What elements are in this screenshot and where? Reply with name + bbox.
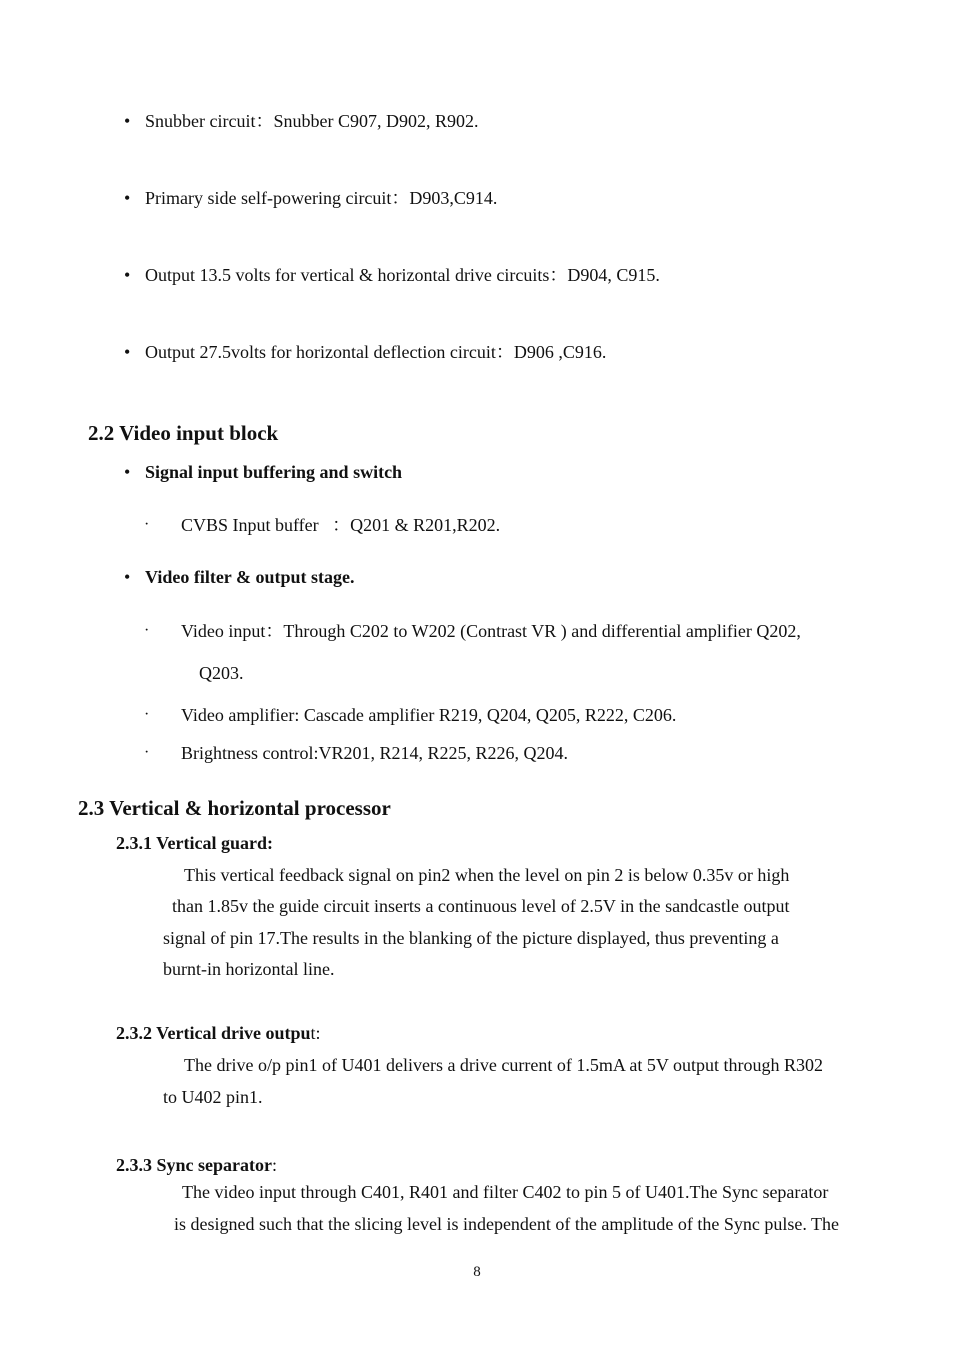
paragraph-line: signal of pin 17.The results in the blanking of the picture displayed, thus preventing a [163, 928, 779, 948]
list-item: Video input：Through C202 to W202 (Contrast VR ) and differential amplifier Q202, [181, 621, 801, 641]
bullet-icon: • [124, 265, 131, 285]
sub-bullet-icon: · [144, 516, 150, 533]
subsection-title-2-3-3 [116, 1154, 277, 1176]
list-item: CVBS Input buffer ：Q201 & R201,R202. [181, 515, 501, 535]
list-item: Video amplifier: Cascade amplifier R219, Q204, Q205, R222, C206. [181, 705, 677, 725]
paragraph-line: The drive o/p pin1 of U401 delivers a drive current of 1.5mA at 5V output through R302 [184, 1055, 824, 1075]
sub-bullet-icon: · [144, 622, 150, 639]
bullet-icon: • [124, 342, 131, 362]
paragraph-line: The video input through C401, R401 and filter C402 to pin 5 of U401.The Sync separator [182, 1182, 829, 1202]
paragraph-line: than 1.85v the guide circuit inserts a continuous level of 2.5V in the sandcastle output [172, 896, 790, 916]
subsection-title-2-3-1: 2.3.1 Vertical guard: [116, 833, 273, 853]
list-item-continuation: Q203. [199, 663, 244, 683]
subsection-title-suffix: : [272, 1155, 278, 1175]
bullet-icon: • [124, 188, 131, 208]
paragraph-line: This vertical feedback signal on pin2 when the level on pin 2 is below 0.35v or high [184, 865, 790, 885]
bullet-icon: • [124, 111, 131, 131]
sub-bullet-icon: · [144, 706, 150, 723]
paragraph-line: burnt-in horizontal line. [163, 959, 335, 979]
list-item: Output 27.5volts for horizontal deflection circuit：D906 ,C916. [145, 342, 607, 362]
list-item: Primary side self-powering circuit：D903,C914. [145, 188, 498, 208]
paragraph-line: is designed such that the slicing level is independent of the amplitude of the Sync pulse. The [174, 1214, 840, 1234]
section-heading-2-2: 2.2 Video input block [88, 421, 279, 445]
subsection-title-bold: 2.3.2 Vertical drive outpu [116, 1023, 311, 1043]
bullet-icon: • [124, 567, 131, 587]
list-item: Output 13.5 volts for vertical & horizontal drive circuits：D904, C915. [145, 265, 660, 285]
list-item: Snubber circuit：Snubber C907, D902, R902. [145, 111, 479, 131]
subsection-title-suffix: t: [310, 1023, 321, 1043]
paragraph-line: to U402 pin1. [163, 1087, 263, 1107]
subsection-title-2-3-2 [116, 1022, 321, 1044]
subsection-title-bold: 2.3.3 Sync separator [116, 1155, 272, 1175]
list-item: Brightness control:VR201, R214, R225, R226, Q204. [181, 743, 569, 763]
list-item: Video filter & output stage. [145, 567, 355, 587]
list-item: Signal input buffering and switch [145, 462, 403, 482]
bullet-icon: • [124, 462, 131, 482]
section-heading-2-3: 2.3 Vertical & horizontal processor [78, 796, 391, 820]
page-number: 8 [473, 1264, 481, 1280]
sub-bullet-icon: · [144, 744, 150, 761]
